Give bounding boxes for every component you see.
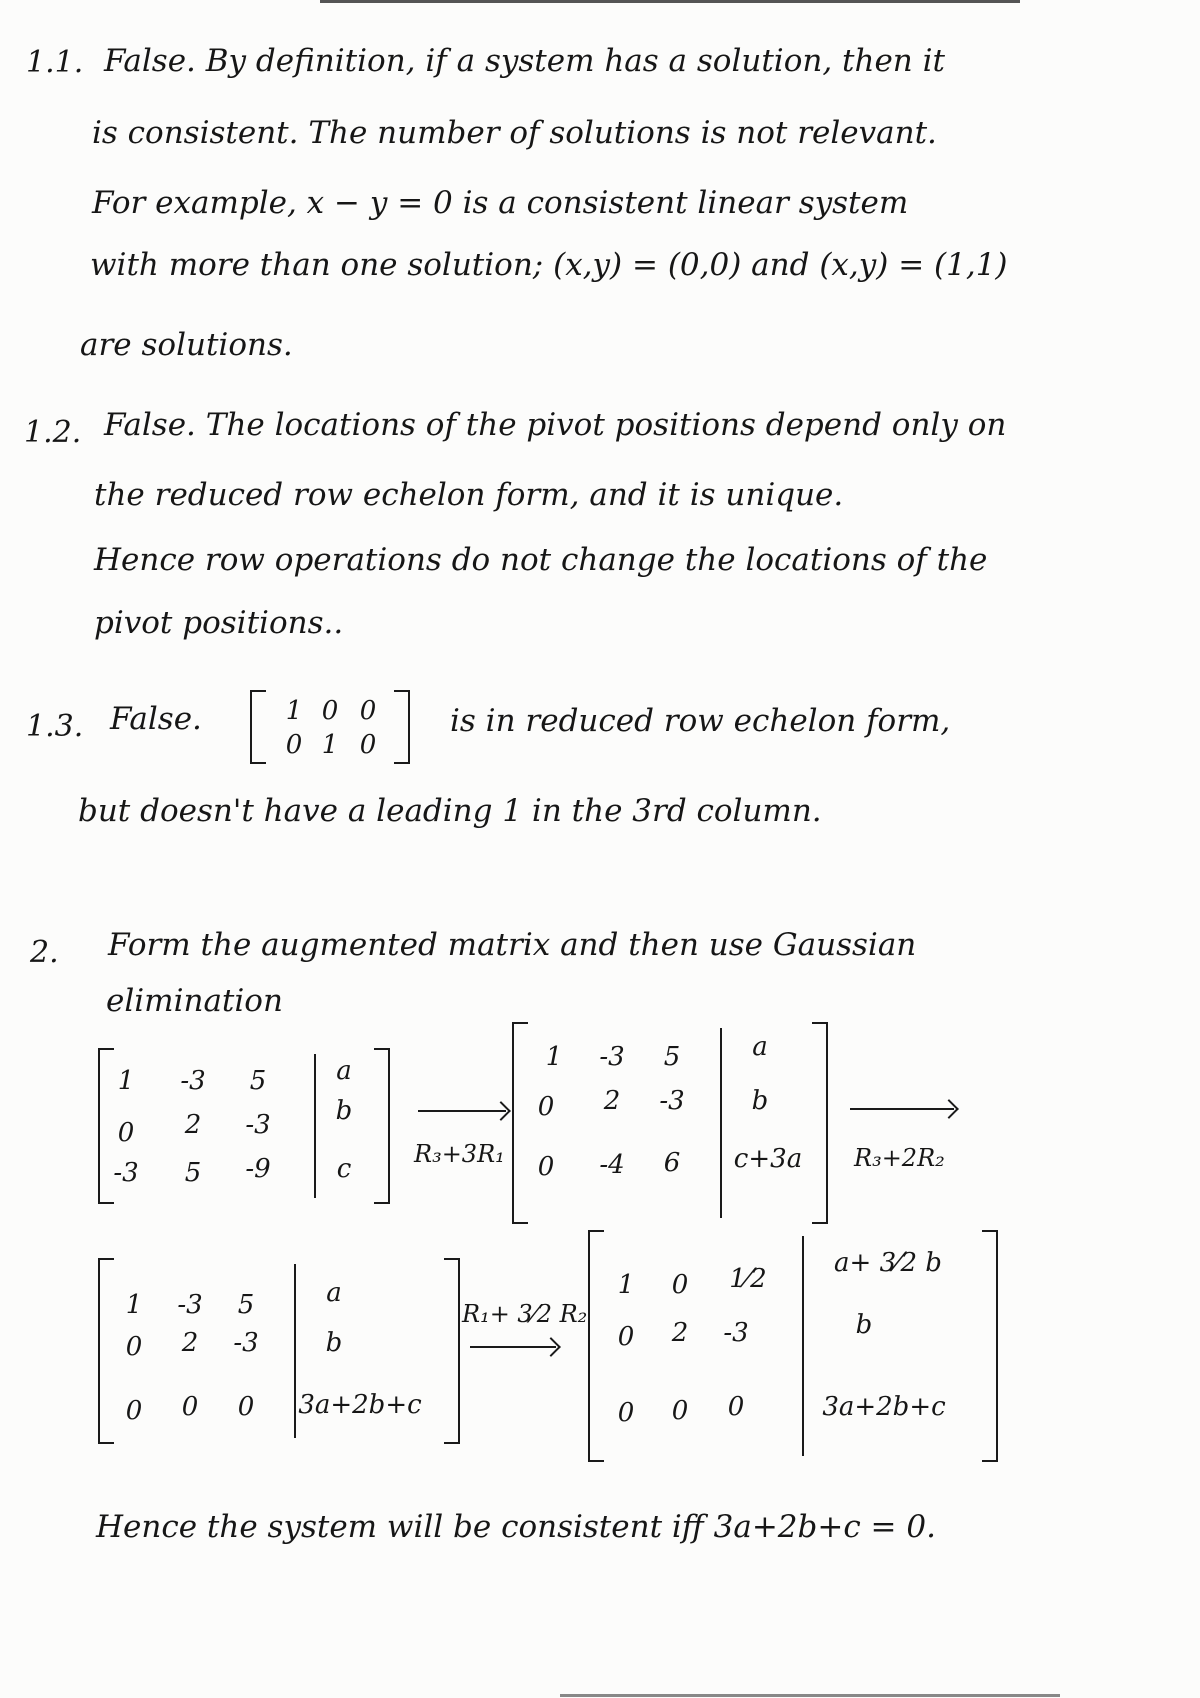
item-1-3-line-2: but doesn't have a leading 1 in the 3rd column. [78,793,822,829]
item-1-2-line-4: pivot positions.. [94,605,344,641]
matrix-cell: 0 [285,730,303,760]
matrix-cell: a [336,1056,352,1086]
matrix-cell: 0 [727,1392,745,1422]
bracket-right [812,1022,828,1224]
augment-bar [720,1028,722,1218]
row-op-1: R₃+3R₁ [414,1140,505,1168]
matrix-cell: -9 [245,1154,271,1184]
top-edge-line [320,0,1020,3]
matrix-cell: 1 [125,1290,143,1320]
matrix-cell: -3 [177,1290,203,1320]
bracket-right [982,1230,998,1462]
matrix-cell: 0 [125,1396,143,1426]
matrix-cell: 0 [671,1270,689,1300]
matrix-cell: 3a+2b+c [298,1390,422,1420]
item-1-3-number: 1.3. [26,709,84,744]
matrix-cell: c [336,1154,352,1184]
item-1-3-prefix: False. [110,701,202,737]
matrix-2 [512,1022,828,1224]
matrix-cell: b [855,1310,873,1340]
item-1-2-line-3: Hence row operations do not change the locations of the [94,542,988,578]
bracket-left [98,1258,114,1444]
matrix-cell: -3 [659,1086,685,1116]
item-1-3-matrix [250,690,410,764]
matrix-3 [98,1258,460,1444]
matrix-cell: 6 [663,1148,681,1178]
matrix-cell: 0 [181,1392,199,1422]
matrix-cell: -3 [723,1318,749,1348]
matrix-cell: 0 [237,1392,255,1422]
matrix-cell: a [326,1278,342,1308]
matrix-cell: b [751,1086,769,1116]
bracket-left [512,1022,528,1224]
matrix-cell: 2 [184,1110,202,1140]
bracket-left [588,1230,604,1462]
item-1-2-number: 1.2. [24,415,82,450]
augment-bar [314,1054,316,1198]
item-1-2-line-1: False. The locations of the pivot positions depend only on [104,407,1007,443]
matrix-cell: 0 [125,1332,143,1362]
matrix-cell: 0 [617,1322,635,1352]
augment-bar [802,1236,804,1456]
matrix-cell: 3a+2b+c [822,1392,946,1422]
matrix-cell: 1 [545,1042,563,1072]
matrix-cell: 5 [663,1042,681,1072]
matrix-cell: 0 [117,1118,135,1148]
arrow-1 [418,1110,506,1112]
item-1-1-number: 1.1. [26,45,84,80]
matrix-cell: -3 [245,1110,271,1140]
item-1-1-line-5: are solutions. [80,327,293,363]
bottom-edge-line [560,1694,1060,1697]
matrix-cell: b [335,1096,353,1126]
item-2-line-2: elimination [106,983,283,1019]
item-1-1-line-2: is consistent. The number of solutions is not relevant. [92,115,937,151]
matrix-cell: 0 [537,1152,555,1182]
matrix-cell: 0 [359,696,377,726]
arrow-3 [470,1346,556,1348]
conclusion-line: Hence the system will be consistent iff 3a+2b+c = 0. [96,1509,936,1545]
matrix-cell: 1 [117,1066,135,1096]
matrix-cell: b [325,1328,343,1358]
matrix-cell: 0 [617,1398,635,1428]
matrix-cell: 2 [181,1328,199,1358]
matrix-cell: 5 [249,1066,267,1096]
item-1-3-suffix: is in reduced row echelon form, [450,703,951,739]
matrix-cell: 0 [671,1396,689,1426]
matrix-cell: 1⁄2 [729,1264,767,1294]
matrix-cell: 1 [285,696,303,726]
matrix-cell: 2 [671,1318,689,1348]
row-op-2: R₃+2R₂ [854,1144,945,1172]
matrix-cell: 1 [321,730,339,760]
matrix-cell: 0 [321,696,339,726]
matrix-cell: 5 [237,1290,255,1320]
matrix-cell: 1 [617,1270,635,1300]
bracket-left [98,1048,114,1204]
matrix-cell: c+3a [733,1144,803,1174]
item-1-1-line-1: False. By definition, if a system has a solution, then it [104,43,945,79]
bracket-right [374,1048,390,1204]
matrix-cell: 2 [603,1086,621,1116]
item-1-2-line-2: the reduced row echelon form, and it is unique. [94,477,844,513]
matrix-cell: -3 [233,1328,259,1358]
matrix-cell: 0 [359,730,377,760]
matrix-cell: -3 [599,1042,625,1072]
bracket-right [394,690,410,764]
row-op-3: R₁+ 3⁄2 R₂ [462,1300,588,1328]
item-1-1-line-3: For example, x − y = 0 is a consistent linear system [92,185,909,221]
matrix-cell: a+ 3⁄2 b [834,1248,942,1278]
item-2-line-1: Form the augmented matrix and then use Gaussian [108,927,917,963]
item-1-1-line-4: with more than one solution; (x,y) = (0,0) and (x,y) = (1,1) [90,247,1008,283]
matrix-cell: a [752,1032,768,1062]
matrix-4 [588,1230,998,1462]
matrix-cell: -3 [113,1158,139,1188]
matrix-1 [98,1048,390,1204]
arrow-2 [850,1108,954,1110]
matrix-cell: -4 [599,1150,625,1180]
item-2-number: 2. [30,935,59,970]
bracket-right [444,1258,460,1444]
bracket-left [250,690,266,764]
matrix-cell: 0 [537,1092,555,1122]
augment-bar [294,1264,296,1438]
matrix-cell: -3 [180,1066,206,1096]
matrix-cell: 5 [184,1158,202,1188]
